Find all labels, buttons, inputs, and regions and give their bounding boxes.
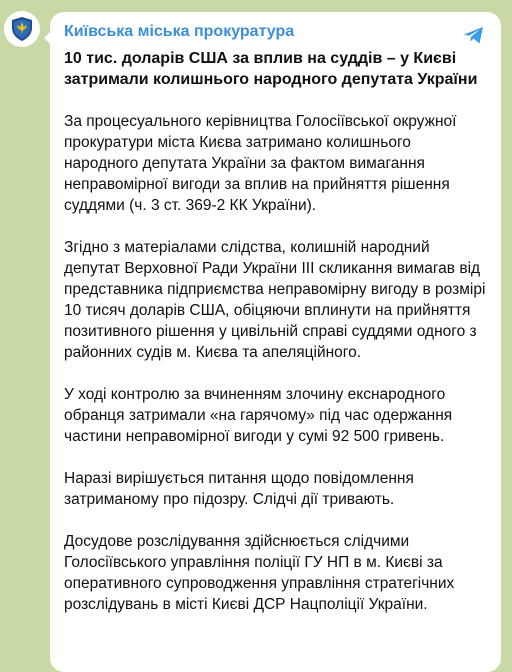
telegram-share-icon[interactable] [461, 22, 487, 48]
post-headline: 10 тис. доларів США за вплив на суддів – у Києві затримали колишнього народного депутата України [64, 50, 478, 88]
post-paragraph: За процесуального керівництва Голосіївської окружної прокуратури міста Києва затримано колишнього народного депутата України за фактом вимагання неправомірної вигоди за вплив на прийняття рішення суддями (ч. 3 ст. 369-2 КК України). [64, 113, 457, 214]
post-paragraph: У ході контролю за вчиненням злочину екснародного обранця затримали «на гарячому» під час одержання частини неправомірної вигоди у сумі 92 500 гривень. [64, 386, 453, 445]
message-bubble [50, 12, 501, 672]
channel-name[interactable]: Київська міська прокуратура [64, 23, 295, 40]
post-paragraph: Наразі вирішується питання щодо повідомлення затриманому про підозру. Слідчі дії тривають. [64, 470, 414, 508]
post-paragraph: Досудове розслідування здійснюється слідчими Голосіївського управління поліції ГУ НП в м. Києві за оперативного супроводження управління стратегічних розслідувань в місті Києві ДСР Нацполіції України. [64, 533, 455, 613]
prosecutor-emblem-icon [7, 14, 37, 44]
post-paragraph: Згідно з матеріалами слідства, колишній народний депутат Верховної Ради України ІІІ скликання вимагав від представника підприємства неправомірну вигоду в розмірі 10 тисяч доларів США, обіцяючи вплинути на прийняття позитивного рішення у цивільній справі суддями одного з районних судів м. Києва та апеляційного. [64, 239, 486, 361]
channel-avatar[interactable] [4, 11, 40, 47]
